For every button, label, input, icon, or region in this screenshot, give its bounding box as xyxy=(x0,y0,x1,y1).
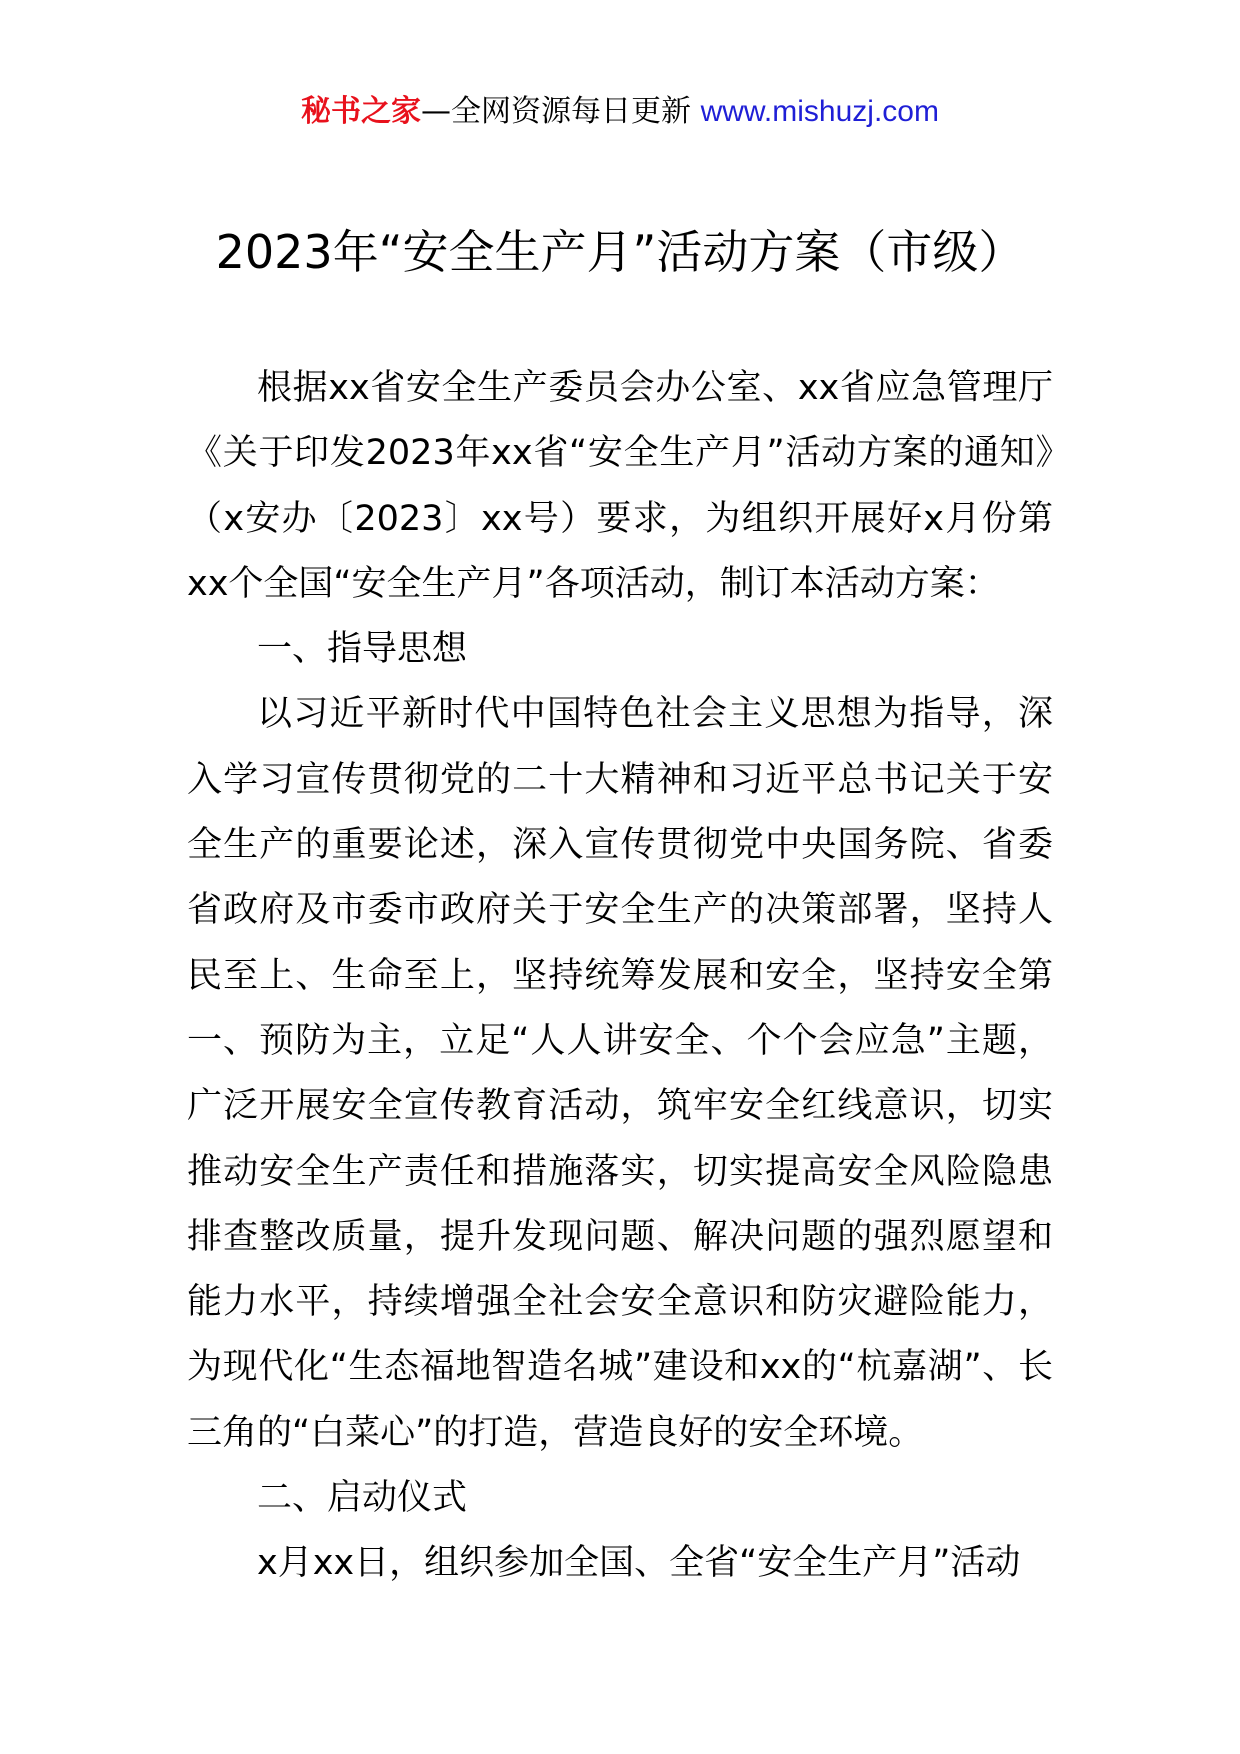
guiding-ideology-paragraph: 以习近平新时代中国特色社会主义思想为指导，深入学习宣传贯彻党的二十大精神和习近平总书记关于安全生产的重要论述，深入宣传贯彻党中央国务院、省委省政府及市委市政府关于安全生产的决策部署，坚持人民至上、生命至上，坚持统筹发展和安全，坚持安全第一、预防为主，立足“人人讲安全、个个会应急”主题，广泛开展安全宣传教育活动，筑牢安全红线意识，切实推动安全生产责任和措施落实，切实提高安全风险隐患排查整改质量，提升发现问题、解决问题的强烈愿望和能力水平，持续增强全社会安全意识和防灾避险能力，为现代化“生态福地智造名城”建设和xx的“杭嘉湖”、长三角的“白菜心”的打造，营造良好的安全环境。 xyxy=(187,694,1053,1453)
section-heading-launch-ceremony: 二、启动仪式 xyxy=(257,1478,468,1519)
site-header xyxy=(0,92,1240,132)
header-slogan: —全网资源每日更新 xyxy=(421,94,701,129)
document-body xyxy=(187,356,1053,1597)
launch-ceremony-paragraph: x月xx日，组织参加全国、全省“安全生产月”活动 xyxy=(257,1543,1021,1584)
section-heading-guiding-ideology: 一、指导思想 xyxy=(257,629,468,670)
site-url-link[interactable]: www.mishuzj.com xyxy=(700,95,939,128)
intro-paragraph: 根据xx省安全生产委员会办公室、xx省应急管理厅《关于印发2023年xx省“安全生产月”活动方案的通知》（x安办〔2023〕xx号）要求，为组织开展好x月份第xx个全国“安全生产月”各项活动，制订本活动方案： xyxy=(187,368,1053,604)
document-title: 2023年“安全生产月”活动方案（市级） xyxy=(215,225,1025,279)
brand-name: 秘书之家 xyxy=(301,94,422,129)
